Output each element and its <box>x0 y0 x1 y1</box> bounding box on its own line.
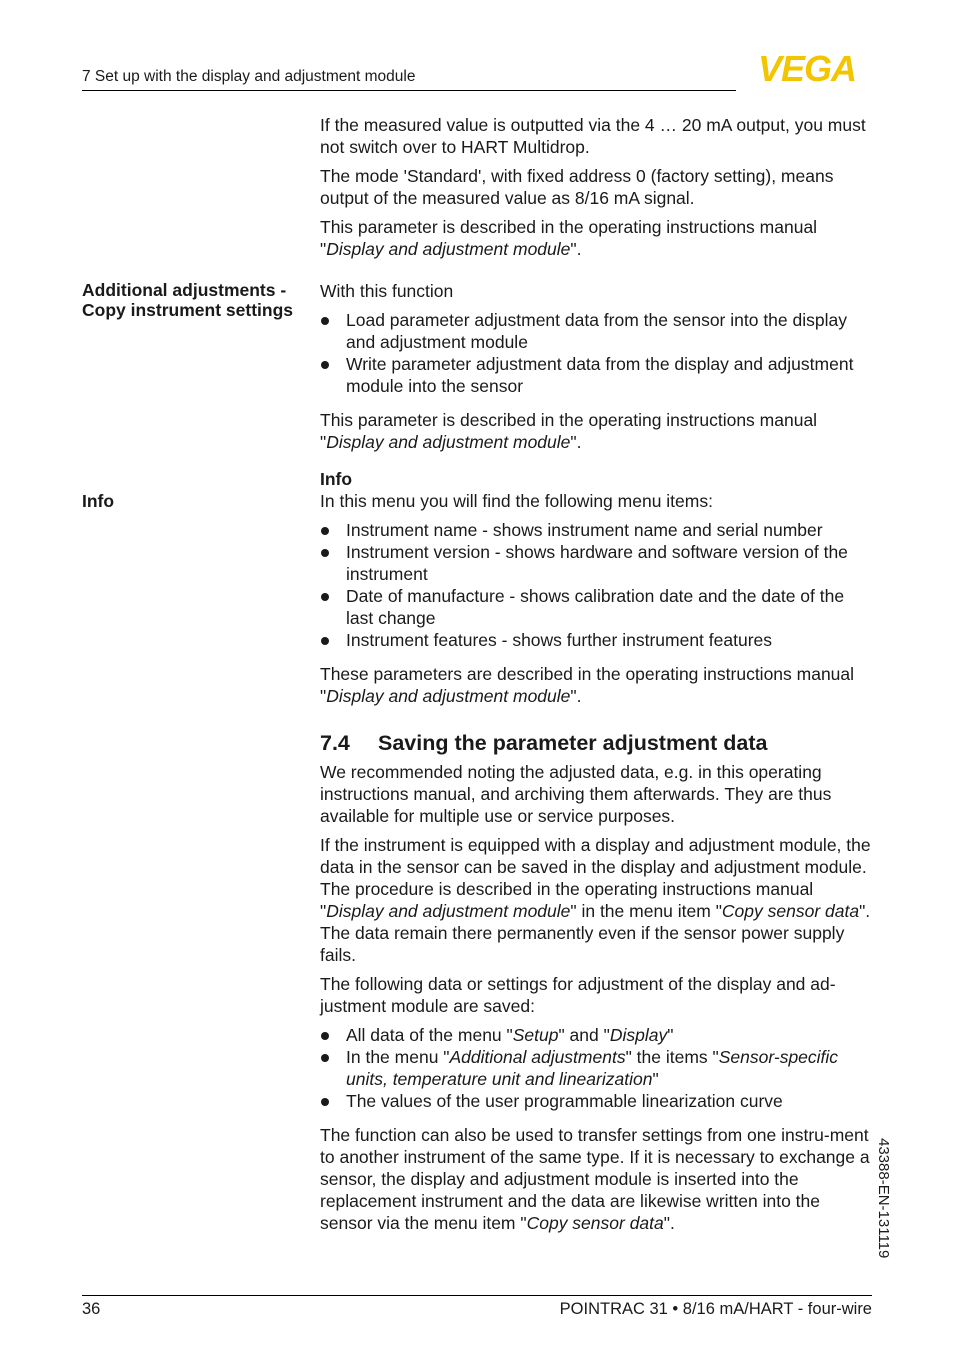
list-item: Instrument name - shows instrument name and serial number <box>320 519 872 541</box>
bullet-icon <box>321 593 329 601</box>
copy-settings-block <box>320 280 872 453</box>
paragraph: The following data or settings for adjustment of the display and ad-justment module are saved: <box>320 974 836 1016</box>
header-rule <box>82 90 736 91</box>
side-heading-info: Info <box>82 491 115 511</box>
list-item: Date of manufacture - shows calibration date and the date of the last change <box>320 585 872 629</box>
vega-logo <box>742 53 872 83</box>
info-block <box>320 468 872 707</box>
intro-block <box>320 114 872 260</box>
bullet-icon <box>321 1032 329 1040</box>
page-number: 36 <box>82 1300 101 1318</box>
paragraph: We recommended noting the adjusted data, e.g. in this operating instructions manual, and archiving them afterwards. They are thus available for multiple use or service purposes. <box>320 762 832 826</box>
paragraph: If the measured value is outputted via the 4 … 20 mA output, you must not switch over to HART Multidrop. <box>320 115 866 157</box>
bullet-icon <box>321 637 329 645</box>
bullet-icon <box>321 361 329 369</box>
bullet-icon <box>321 1054 329 1062</box>
list-item: The values of the user programmable linearization curve <box>320 1090 872 1112</box>
paragraph: In this menu you will find the following menu items: <box>320 491 713 511</box>
bullet-icon <box>321 549 329 557</box>
paragraph: The mode 'Standard', with fixed address 0 (factory setting), means output of the measured value as 8/16 mA signal. <box>320 166 834 208</box>
bullet-list <box>320 1024 872 1112</box>
section-heading: 7.4 Saving the parameter adjustment data <box>320 731 768 755</box>
paragraph: With this function <box>320 281 454 301</box>
paragraph: This parameter is described in the operating instructions manual "Display and adjustment module". <box>320 217 818 259</box>
side-heading-copy-settings: Additional adjustments - Copy instrument settings <box>82 280 293 320</box>
section-7-4 <box>320 730 872 1234</box>
info-heading: Info <box>320 469 353 489</box>
list-item: Load parameter adjustment data from the sensor into the display and adjustment module <box>320 309 872 353</box>
paragraph: This parameter is described in the operating instructions manual "Display and adjustment module". <box>320 410 818 452</box>
list-item: Write parameter adjustment data from the display and adjustment module into the sensor <box>320 353 872 397</box>
list-item: Instrument version - shows hardware and software version of the instrument <box>320 541 872 585</box>
paragraph: If the instrument is equipped with a display and adjustment module, the data in the sensor can be saved in the display and adjustment module. The procedure is described in the operating instructions manual "Display and adjustment module" in the menu item "Copy sensor data". The data remain there permanently even if the sensor power supply fails. <box>320 835 871 965</box>
list-item: Instrument features - shows further instrument features <box>320 629 872 651</box>
bullet-icon <box>321 1098 329 1106</box>
bullet-list <box>320 309 872 397</box>
bullet-icon <box>321 317 329 325</box>
paragraph: These parameters are described in the operating instructions manual "Display and adjustment module". <box>320 664 855 706</box>
running-header: 7 Set up with the display and adjustment module <box>82 68 416 85</box>
footer-rule <box>82 1295 872 1296</box>
logo-text: VEGA <box>757 53 857 83</box>
list-item: In the menu "Additional adjustments" the items "Sensor-specific units, temperature unit and linearization" <box>320 1046 872 1090</box>
bullet-list <box>320 519 872 651</box>
list-item: All data of the menu "Setup" and "Display" <box>320 1024 872 1046</box>
paragraph: The function can also be used to transfer settings from one instru-ment to another instrument of the same type. If it is necessary to exchange a sensor, the display and adjustment module is inserted into the replacement instrument and the data are likewise written into the sensor via the menu item "Copy sensor data". <box>320 1125 870 1233</box>
product-name: POINTRAC 31 • 8/16 mA/HART - four-wire <box>559 1300 872 1318</box>
document-id: 43388-EN-131119 <box>875 1138 892 1259</box>
bullet-icon <box>321 527 329 535</box>
